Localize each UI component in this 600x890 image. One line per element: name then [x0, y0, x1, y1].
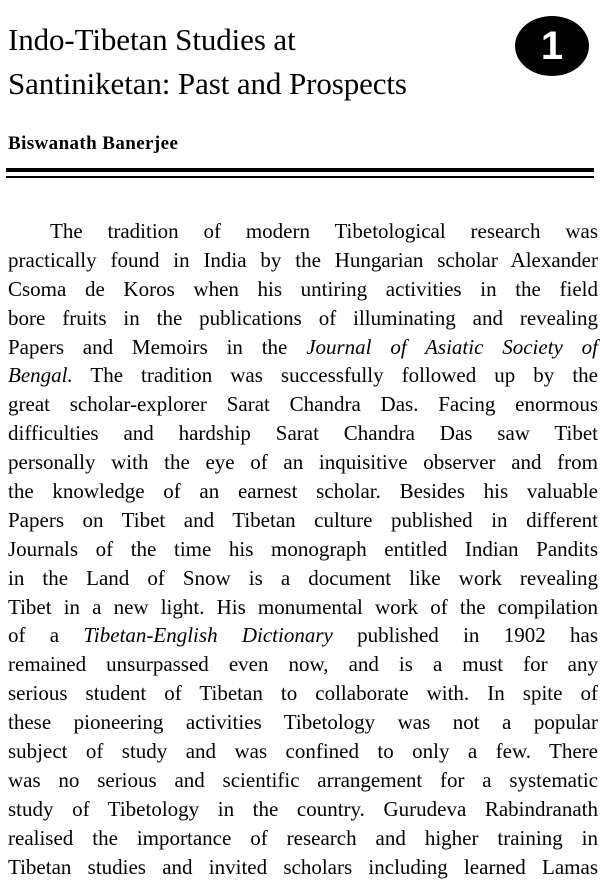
body-line: the knowledge of an earnest scholar. Besides his valuable — [8, 479, 598, 504]
body-line: study of Tibetology in the country. Gurudeva Rabindranath — [8, 796, 598, 821]
body-line: realised the importance of research and higher training in — [8, 825, 598, 850]
body-line: Csoma de Koros when his untiring activities in the field — [8, 276, 598, 301]
chapter-title-line-2: Santiniketan: Past and Prospects — [8, 66, 407, 101]
header-rule-thin — [6, 176, 594, 178]
body-line: subject of study and was confined to only a few. There — [8, 739, 598, 764]
body-line: serious student of Tibetan to collaborate with. In spite of — [8, 681, 598, 706]
body-line: these pioneering activities Tibetology was not a popular — [8, 710, 598, 735]
body-line: Papers on Tibet and Tibetan culture published in different — [8, 507, 598, 532]
body-paragraph — [8, 217, 598, 881]
body-line — [8, 361, 598, 390]
body-line: was no serious and scientific arrangement for a systematic — [8, 767, 598, 792]
body-line: Tibet in a new light. His monumental work of the compilation — [8, 594, 598, 619]
italic-title: Bengal. — [8, 363, 73, 388]
body-line — [8, 621, 598, 650]
chapter-title-line-1: Indo-Tibetan Studies at — [8, 22, 296, 57]
body-line: remained unsurpassed even now, and is a must for any — [8, 652, 598, 677]
body-line: The tradition of modern Tibetological research was — [50, 219, 598, 243]
body-line: difficulties and hardship Sarat Chandra Das saw Tibet — [8, 421, 598, 446]
body-line: bore fruits in the publications of illuminating and revealing — [8, 305, 598, 330]
author-name: Biswanath Banerjee — [8, 133, 179, 154]
body-line: Tibetan studies and invited scholars including learned Lamas — [8, 854, 598, 879]
chapter-title — [8, 18, 508, 106]
body-line: personally with the eye of an inquisitive observer and from — [8, 450, 598, 475]
body-line: practically found in India by the Hungarian scholar Alexander — [8, 247, 598, 272]
chapter-number-badge: 1 — [515, 16, 589, 76]
body-line — [8, 333, 598, 362]
body-text-segment: The tradition was successfully followed up by the — [72, 363, 598, 388]
body-line: Journals of the time his monograph entitled Indian Pandits — [8, 536, 598, 561]
body-text-segment: of a — [8, 623, 84, 648]
body-text-segment: published in 1902 has — [332, 623, 598, 648]
body-line: great scholar-explorer Sarat Chandra Das. Facing enormous — [8, 392, 598, 417]
header-rule-thick — [6, 168, 594, 172]
italic-title: Journal of Asiatic Society of — [306, 334, 599, 359]
body-text-segment: Papers and Memoirs in the — [8, 334, 307, 359]
body-line: in the Land of Snow is a document like work revealing — [8, 565, 598, 590]
italic-title: Tibetan-English Dictionary — [83, 623, 333, 648]
